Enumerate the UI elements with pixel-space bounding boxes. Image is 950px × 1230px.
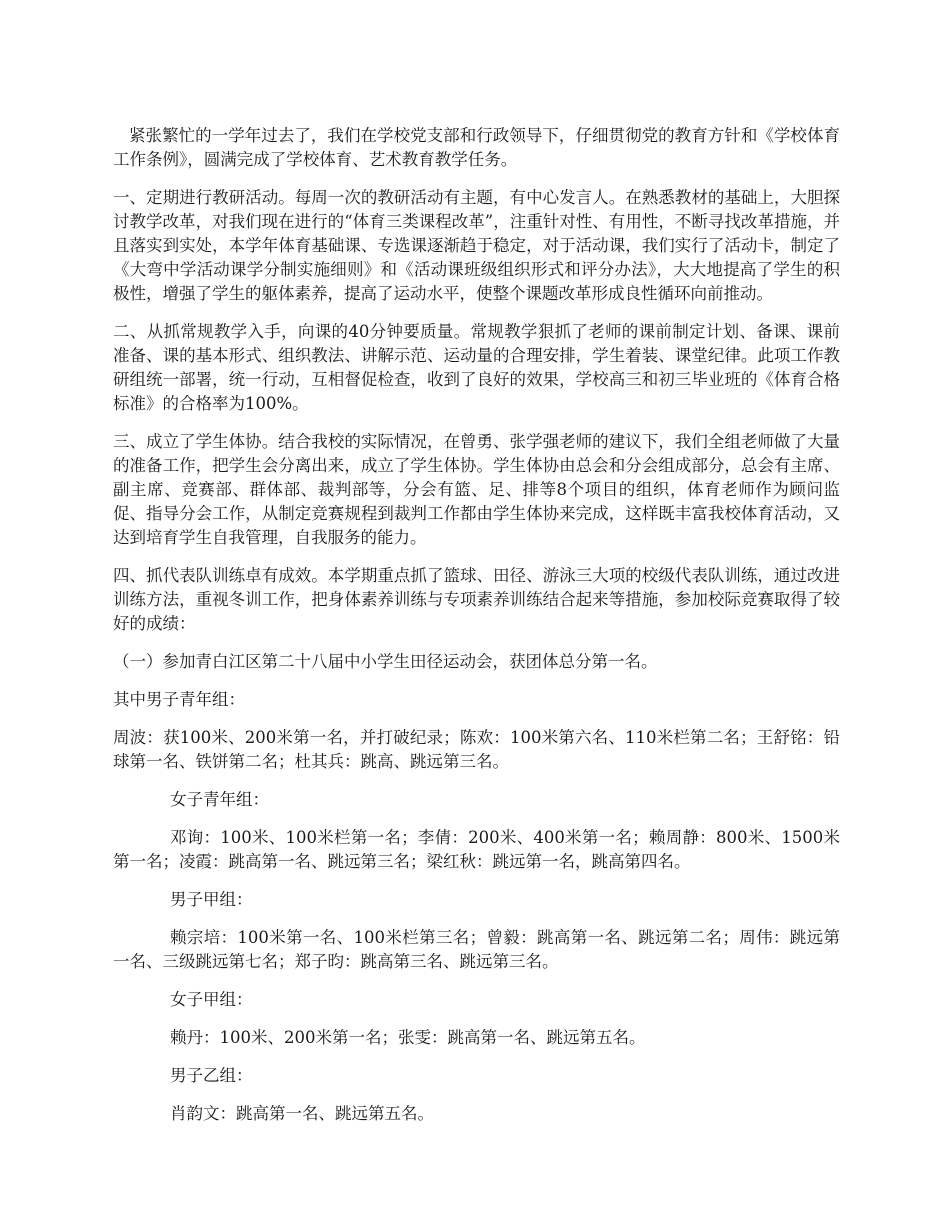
- men-group-a-results: 赖宗培：100米第一名、100米栏第三名；曾毅：跳高第一名、跳远第二名；周伟：跳远第一名、三级跳远第七名；郑子昀：跳高第三名、跳远第三名。: [113, 928, 840, 971]
- men-youth-group-results: 周波：获100米、200米第一名，并打破纪录；陈欢：100米第六名、110米栏第二名；王舒铭：铅球第一名、铁饼第二名；杜其兵：跳高、跳远第三名。: [113, 728, 840, 771]
- section-1-paragraph: 一、定期进行教研活动。每周一次的教研活动有主题，有中心发言人。在熟悉教材的基础上，大胆探讨教学改革，对我们现在进行的“体育三类课程改革”，注重针对性、有用性，不断寻找改革措施，并且落实到实处，本学年体育基础课、专选课逐渐趋于稳定，对于活动课，我们实行了活动卡，制定了《大弯中学活动课学分制实施细则》和《活动课班级组织形式和评分办法》，大大地提高了学生的积极性，增强了学生的躯体素养，提高了运动水平，使整个课题改革形成良性循环向前推动。: [113, 188, 840, 303]
- men-group-b-heading: 男子乙组：: [170, 1066, 253, 1085]
- section-2-paragraph: 二、从抓常规教学入手，向课的40分钟要质量。常规教学狠抓了老师的课前制定计划、备课、课前准备、课的基本形式、组织教法、讲解示范、运动量的合理安排，学生着装、课堂纪律。此项工作教研组统一部署，统一行动，互相督促检查，收到了良好的效果，学校高三和初三毕业班的《体育合格标准》的合格率为100%。: [113, 322, 840, 413]
- women-group-a-heading: 女子甲组：: [170, 990, 253, 1009]
- intro-paragraph: 紧张繁忙的一学年过去了，我们在学校党支部和行政领导下，仔细贯彻党的教育方针和《学校体育工作条例》，圆满完成了学校体育、艺术教育教学任务。: [113, 126, 840, 169]
- women-youth-group-heading: 女子青年组：: [170, 790, 269, 809]
- women-youth-group-results: 邓询：100米、100米栏第一名；李倩：200米、400米第一名；赖周静：800米、1500米第一名；凌霞：跳高第一名、跳远第三名；梁红秋：跳远第一名，跳高第四名。: [113, 828, 840, 871]
- document-body: [113, 124, 840, 1140]
- women-group-a-results: 赖丹：100米、200米第一名；张雯：跳高第一名、跳远第五名。: [170, 1028, 646, 1047]
- section-4-paragraph: 四、抓代表队训练卓有成效。本学期重点抓了篮球、田径、游泳三大项的校级代表队训练，通过改进训练方法，重视冬训工作，把身体素养训练与专项素养训练结合起来等措施，参加校际竞赛取得了较好的成绩：: [113, 566, 840, 633]
- men-group-b-results: 肖韵文：跳高第一名、跳远第五名。: [170, 1104, 434, 1123]
- subsection-1-heading: （一）参加青白江区第二十八届中小学生田径运动会，获团体总分第一名。: [113, 652, 658, 671]
- men-youth-group-heading: 其中男子青年组：: [113, 690, 245, 709]
- section-3-paragraph: 三、成立了学生体协。结合我校的实际情况，在曾勇、张学强老师的建议下，我们全组老师做了大量的准备工作，把学生会分离出来，成立了学生体协。学生体协由总会和分会组成部分，总会有主席、副主席、竞赛部、群体部、裁判部等，分会有篮、足、排等8个项目的组织，体育老师作为顾问监促、指导分会工作，从制定竞赛规程到裁判工作都由学生体协来完成，这样既丰富我校体育活动，又达到培育学生自我管理，自我服务的能力。: [113, 432, 840, 547]
- men-group-a-heading: 男子甲组：: [170, 890, 253, 909]
